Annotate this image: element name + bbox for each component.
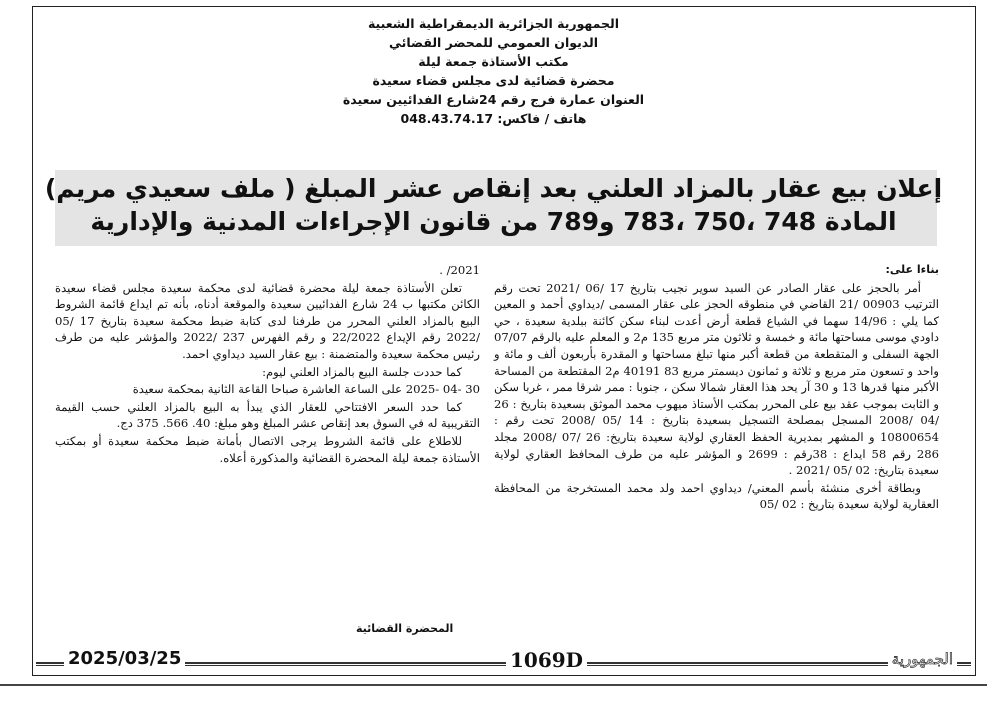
- title-line-1: إعلان بيع عقار بالمزاد العلني بعد إنقاص عشر المبلغ ( ملف سعيدي مريم): [44, 174, 943, 203]
- session-label: كما حددت جلسة البيع بالمزاد العلني ليوم:: [262, 364, 462, 379]
- seizure-order-paragraph: أمر بالحجز على عقار الصادر عن السيد سوير نجيب بتاريخ 17 /06 /2021 تحت رقم الترتيب 00903 /21 القاضي في منطوقه الحجز على عقار المسمى /ديداوي أحمد و المعين كما يلي : 14/96 سهما في الشياع قطعة أرض أعدت لبناء سكن كائنة ببلدية سعيدة ، حي داودي موسى مساحتها مائة و خمسة و ثلاثون متر مربع 135 م2 و المعلم عليه بالرقم 07/07 الجهة السفلى و المتقطعة من قطعة أكبر منها تبلغ مساحتها و المقدرة بأربعون ألف و مائة و واحد و تسعون متر مربع و ثلاثة و ثمانون ديسمتر مربع 83 40191 م2 المقتطعة من المساحة الأكبر منها قدرها 13 و 30 آر يحد هذا العقار شمالا سكن ، جنوبا : ممر شرقا ممر ، غربا سكن و الثابت بموجب عقد بيع على المحرر بمكتب الأستاذ ميهوب محمد الموثق بسعيدة بتاريخ : 26 /04 /2008 المسجل بمصلحة التسجيل بسعيدة بتاريخ : 14 /05 /2008 تحت رقم : 10800654 و المشهر بمديرية الحفظ العقاري لولاية سعيدة بتاريخ: 26 /07 /2008 مجلد 286 رقم 58 ايداع : 38رقم : 2699 و المؤشر عليه من طرف المحافظ العقاري لولاية سعيدة بتاريخ: 02 /05 /2021 .: [494, 280, 940, 478]
- publication-date: 2025/03/25: [64, 648, 185, 669]
- header-line-2: الديوان العمومي للمحضر القضائي: [389, 35, 598, 50]
- newspaper-logo: الجمهورية: [888, 650, 957, 668]
- header-line-4: محضرة قضائية لدى مجلس قضاء سعيدة: [372, 73, 615, 88]
- announcement-paragraph: تعلن الأستاذة جمعة ليلة محضرة قضائية لدى محكمة سعيدة مجلس قضاء سعيدة الكائن مكتبها ب 24 شارع الفدائيين سعيدة والموقعة أدناه، بأنه تم ايداع قائمة الشروط البيع بالمزاد العلني المحرر من طرفنا لدى كتابة ضبط محكمة سعيدة بتاريخ 17 /05 /2022 رقم الإيداع 22/2022 و رقم الفهرس 237 /2022 والمؤشر عليه من طرف رئيس محكمة سعيدة والمتضمنة : بيع عقار السيد ديداوي احمد.: [55, 280, 481, 361]
- header-line-6: هاتف / فاكس: 048.43.74.17: [400, 111, 587, 126]
- signature-label: المحضرة القضائية: [356, 622, 454, 635]
- session-date: 30 -04 -2025 على الساعة العاشرة صباحا القاعة الثانية بمحكمة سعيدة: [132, 382, 480, 397]
- letterhead: [150, 14, 837, 128]
- right-column: [494, 262, 939, 514]
- bottom-rule: [0, 684, 987, 686]
- header-line-1: الجمهورية الجزائرية الديمقراطية الشعبية: [367, 16, 620, 31]
- header-line-3: مكتب الأستاذة جمعة ليلة: [418, 54, 569, 69]
- left-column: [55, 262, 480, 467]
- basis-label: بناءا على:: [885, 263, 939, 276]
- announcement-title: [40, 172, 947, 238]
- date-continuation: 2021/ .: [439, 263, 480, 277]
- contact-paragraph: للاطلاع على قائمة الشروط يرجى الاتصال بأمانة ضبط محكمة سعيدة أو بمكتب الأستاذة جمعة ليلة المحضرة القضائية والمذكورة أعلاه.: [55, 433, 480, 465]
- title-line-2: المادة 748 ،750 ،783 و789 من قانون الإجراءات المدنية والإدارية: [90, 207, 897, 236]
- header-line-5: العنوان عمارة فرج رقم 24شارع الفدائيين سعيدة: [342, 92, 645, 107]
- opening-price-paragraph: كما حدد السعر الافتتاحي للعقار الذي يبدأ به البيع بالمزاد العلني حسب القيمة التقريبية له في السوق بعد إنقاص عشر المبلغ وهو مبلغ: 40. 566. 375 دج.: [55, 399, 480, 431]
- footer: [36, 648, 971, 676]
- second-card-paragraph: وبطاقة أخرى منشئة بأسم المعني/ ديداوي احمد ولد محمد المستخرجة من المحافظة العقارية لولاية سعيدة بتاريخ : 02 /05: [494, 480, 939, 512]
- announcement-code: 1069D: [506, 648, 587, 672]
